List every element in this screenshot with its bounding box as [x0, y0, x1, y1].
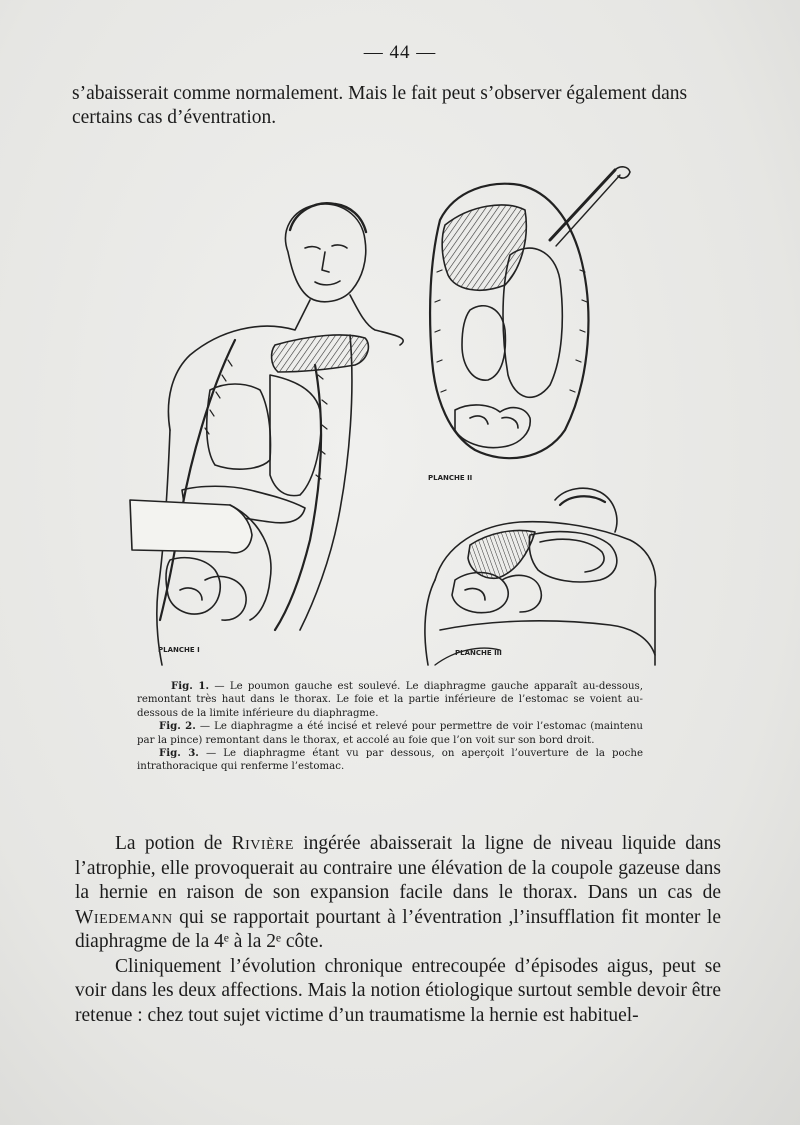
- plate-two-chest: [428, 167, 630, 482]
- caption-fig-2: [137, 720, 643, 747]
- caption-fig-2-text: — Le diaphragme a été incisé et relevé pour permettre de voir l’estomac (maintenu par la pince) remontant dans le thorax, et accolé au foie que l’on voit sur son bord droit.: [137, 721, 643, 746]
- plate-one-torso: [130, 203, 403, 665]
- figure-caption: [137, 680, 643, 774]
- author-name-wiedemann: Wiedemann: [75, 906, 173, 928]
- caption-fig-1-label: Fig. 1.: [171, 680, 210, 692]
- caption-fig-3: [137, 747, 643, 774]
- top-line-2: certains cas d’éventration.: [72, 107, 277, 128]
- plate-label-3: PLANCHE III: [455, 649, 502, 657]
- body-paragraph-1: [75, 832, 721, 955]
- p1-part-c: qui se rapportait pourtant à l’éventration ,l’insufflation fit monter le diaphragme de la 4ᵉ à la 2ᵉ côte.: [75, 906, 721, 952]
- top-paragraph: [72, 82, 712, 130]
- caption-fig-3-label: Fig. 3.: [159, 747, 199, 760]
- surgical-plates-drawing: [110, 160, 670, 670]
- body-text: [75, 832, 721, 1028]
- caption-fig-2-label: Fig. 2.: [159, 720, 196, 733]
- top-line-1: s’abaisserait comme normalement. Mais le fait peut s’observer également dans: [72, 83, 688, 104]
- plate-label-1: PLANCHE I: [158, 646, 200, 654]
- caption-fig-3-text: — Le diaphragme étant vu par dessous, on aperçoit l’ouverture de la poche intrathoracique qui renferme l’estomac.: [137, 748, 643, 773]
- p1-part-a: La potion de: [115, 833, 232, 854]
- page-number: — 44 —: [363, 42, 437, 63]
- p1-part-b: ingérée abaisserait la ligne de niveau liquide dans l’atrophie, elle provoquerait au contraire une élévation de la coupole gazeuse dans la hernie en raison de son expansion facile dans le thorax. Dans un cas de: [75, 833, 721, 903]
- author-name-riviere: Rivière: [231, 833, 294, 854]
- caption-fig-1-text: — Le poumon gauche est soulevé. Le diaphragme gauche apparaît au-dessous, remontant très haut dans le thorax. Le foie et la partie inférieure de l’estomac se voient au-dessous de la limite inférieure du diaphragme.: [137, 681, 643, 719]
- caption-fig-1: [137, 680, 643, 720]
- plate-label-2: PLANCHE II: [428, 474, 473, 482]
- body-paragraph-2: Cliniquement l’évolution chronique entrecoupée d’épisodes aigus, peut se voir dans les deux affections. Mais la notion étiologique surtout semble devoir être retenue : chez tout sujet victime d’un traumatisme la hernie est habituel-: [75, 955, 721, 1026]
- plate-three-underside: [425, 488, 656, 665]
- anatomical-illustrations: [110, 160, 670, 670]
